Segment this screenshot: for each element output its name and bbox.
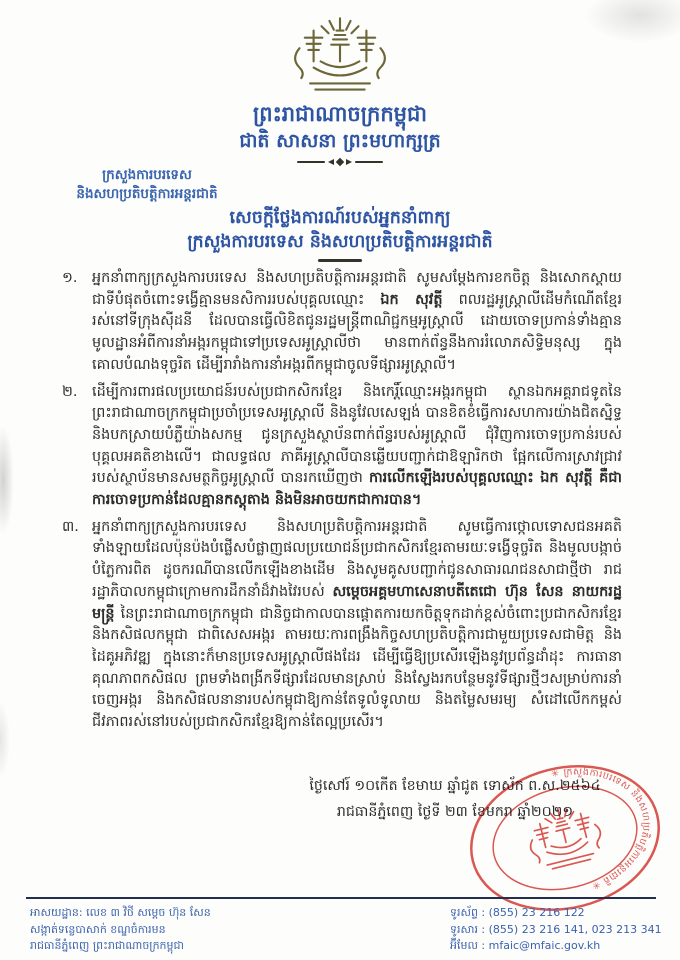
footer-address-line: រាជធានីភ្នំពេញ ព្រះរាជាណាចក្រកម្ពុជា bbox=[30, 939, 184, 952]
national-motto: ជាតិ សាសនា ព្រះមហាក្សត្រ bbox=[239, 130, 441, 152]
footer-contact-line: ទូរសារ : (855) 23 216 141, 023 213 341 bbox=[450, 922, 662, 936]
statement-body bbox=[62, 268, 622, 739]
kingdom-motto-header bbox=[0, 101, 680, 154]
document-title-line1: សេចក្តីថ្លែងការណ៍របស់អ្នកនាំពាក្យ bbox=[229, 208, 451, 228]
footer-address bbox=[30, 905, 211, 955]
footer-divider bbox=[26, 897, 656, 899]
scan-smudge bbox=[0, 425, 14, 535]
kingdom-name: ព្រះរាជាណាចក្រកម្ពុជា bbox=[252, 102, 427, 126]
statement-paragraph bbox=[62, 268, 622, 377]
footer-contact-line: ទូរស័ព្ទ : (855) 23 216 122 bbox=[450, 906, 585, 919]
paragraph-text: អ្នកនាំពាក្យក្រសួងការបរទេស និងសហប្រតិបត្តិការអន្តរជាតិ សូមធ្វើការថ្កោលទោសជនអគតិទាំងឡាយដែលប៉ុនប៉ងបំផ្លើសបំផ្លាញផលប្រយោជន៍ប្រជាកសិករខ្មែរតាមរយៈទង្វើទុច្ចរិត និងមូលបង្កាច់បំភ្លៃការពិត ដូចករណីបានលើកឡើងខាងដើម និងសូមគូសបញ្ជាក់ជូនសាធារណជនសាជាថ្មីថា រាជរដ្ឋាភិបាលកម្ពុជាក្រោមការដឹកនាំដ៏វាងវៃរបស់ សម្តេចអគ្គមហាសេនាបតីតេជោ ហ៊ុន សែន នាយករដ្ឋមន្ត្រី នៃព្រះរាជាណាចក្រកម្ពុជា ជានិច្ចជាកាលបានផ្តោតការយកចិត្តទុកដាក់ខ្ពស់ចំពោះប្រជាកសិករខ្មែរ និងកសិផលកម្ពុជា ជាពិសេសអង្ករ តាមរយៈការពង្រឹងកិច្ចសហប្រតិបត្តិការជាមួយប្រទេសជាមិត្ត និងដៃគូអភិវឌ្ឍ ក្នុងនោះក៏មានប្រទេសអូស្ត្រាលីផងដែរ ដើម្បីធ្វើឱ្យប្រសើរឡើងនូវប្រព័ន្ធដាំដុះ ការធានាគុណភាពកសិផល ព្រមទាំងពង្រីកទីផ្សារដែលមានស្រាប់ និងស្វែងរកបន្ថែមនូវទីផ្សារថ្មីៗសម្រាប់ការនាំចេញអង្ករ និងកសិផលនានារបស់កម្ពុជាឱ្យកាន់តែទូលំទូលាយ និងតម្លៃសមរម្យ សំដៅលើកកម្ពស់ជីវភាពរស់នៅរបស់ប្រជាកសិករខ្មែរឱ្យកាន់តែល្អប្រសើរ។ bbox=[92, 518, 622, 731]
gregorian-date: រាជធានីភ្នំពេញ ថ្ងៃទី ២៣ ខែមករា ឆ្នាំ២០២១ bbox=[336, 804, 574, 820]
paragraph-number: ១. bbox=[62, 270, 78, 286]
royal-arms-emblem-icon bbox=[281, 13, 399, 105]
paragraph-text: ដើម្បីការពារផលប្រយោជន៍របស់ប្រជាកសិករខ្មែរ និងកេរ្តិ៍ឈ្មោះអង្ករកម្ពុជា ស្ថានឯកអគ្គរាជទូតនៃព្រះរាជាណាចក្រកម្ពុជាប្រចាំប្រទេសអូស្ត្រាលី និងនូវែលសេឡង់ បានខិតខំធ្វើការសហការយ៉ាងជិតស្និទ្ធ និងបកស្រាយបំភ្លឺយ៉ាងសកម្ម ជូនក្រសួងស្ថាប័នពាក់ព័ន្ធរបស់អូស្ត្រាលី ជុំវិញការចោទប្រកាន់របស់បុគ្គលអគតិខាងលើ។ ជាលទ្ធផល ភាគីអូស្ត្រាលីបានឆ្លើយបញ្ជាក់ជាឱឡារិកថា ផ្អែកលើការស្រាវជ្រាវរបស់ស្ថាប័នមានសមត្ថកិច្ចអូស្ត្រាលី បានរកឃើញថា ការលើកឡើងរបស់បុគ្គលឈ្មោះ ឯក សុវត្តី គឺជាការចោទប្រកាន់ដែលគ្មានកស្តុតាង និងមិនអាចយកជាការបាន។ bbox=[92, 383, 622, 509]
svg-text:✳ ក្រសួងការបរទេស និងសហប្រតិបត្: ✳ ក្រសួងការបរទេស និងសហប្រតិបត្តិការអន្តរជាតិ ✳ bbox=[550, 766, 652, 892]
scan-smudge bbox=[0, 700, 10, 780]
statement-paragraph bbox=[62, 517, 622, 734]
paragraph-text: អ្នកនាំពាក្យក្រសួងការបរទេស និងសហប្រតិបត្តិការអន្តរជាតិ សូមសម្តែងការខកចិត្ត និងសោកស្តាយជាទីបំផុតចំពោះទង្វើគ្មានមនសិការរបស់បុគ្គលឈ្មោះ ឯក សុវត្តី ពលរដ្ឋអូស្ត្រាលីដើមកំណើតខ្មែរ រស់នៅទីក្រុងស៊ីដនី ដែលបានធ្វើលិខិតជូនរដ្ឋមន្ត្រីពាណិជ្ជកម្មអូស្ត្រាលី ដោយចោទប្រកាន់ទាំងគ្មានមូលដ្ឋានអំពីការនាំអង្ករកម្ពុជាទៅប្រទេសអូស្ត្រាលីថា មានពាក់ព័ន្ធនឹងការរំលោភសិទ្ធិមនុស្ស ក្នុងគោលបំណងទុច្ចរិត ដើម្បីរារាំងការនាំអង្ករពីកម្ពុជាចូលទីផ្សារអូស្ត្រាលី។ bbox=[92, 270, 623, 373]
document-title bbox=[0, 206, 680, 254]
paragraph-number: ៣. bbox=[62, 518, 79, 535]
scan-smudge bbox=[585, 0, 680, 43]
header-divider-flourish-icon bbox=[297, 158, 383, 166]
footer-address-line: អាសយដ្ឋាន: លេខ ៣ វិថី សម្តេច ហ៊ុន សែន bbox=[30, 906, 211, 919]
footer-contact-line: អ៊ីមែល : mfaic@mfaic.gov.kh bbox=[450, 939, 601, 952]
ministry-name-line1: ក្រសួងការបរទេស bbox=[102, 167, 192, 183]
lunar-date: ថ្ងៃសៅរ៍ ១០កើត ខែមាឃ ឆ្នាំជូត ទោស័ក ព.ស.២៥៦៤ bbox=[309, 778, 601, 794]
footer-address-line: សង្កាត់ទន្លេបាសាក់ ខណ្ឌចំការមន bbox=[30, 922, 166, 936]
document-title-line2: ក្រសួងការបរទេស និងសហប្រតិបត្តិការអន្តរជាតិ bbox=[187, 232, 493, 252]
ministry-name-line2: និងសហប្រតិបត្តិការអន្តរជាតិ bbox=[76, 186, 218, 202]
statement-paragraph bbox=[62, 382, 622, 512]
ministry-letterhead bbox=[28, 166, 266, 204]
footer-contacts bbox=[450, 905, 662, 955]
title-divider bbox=[318, 259, 362, 262]
paragraph-number: ២. bbox=[62, 383, 78, 400]
